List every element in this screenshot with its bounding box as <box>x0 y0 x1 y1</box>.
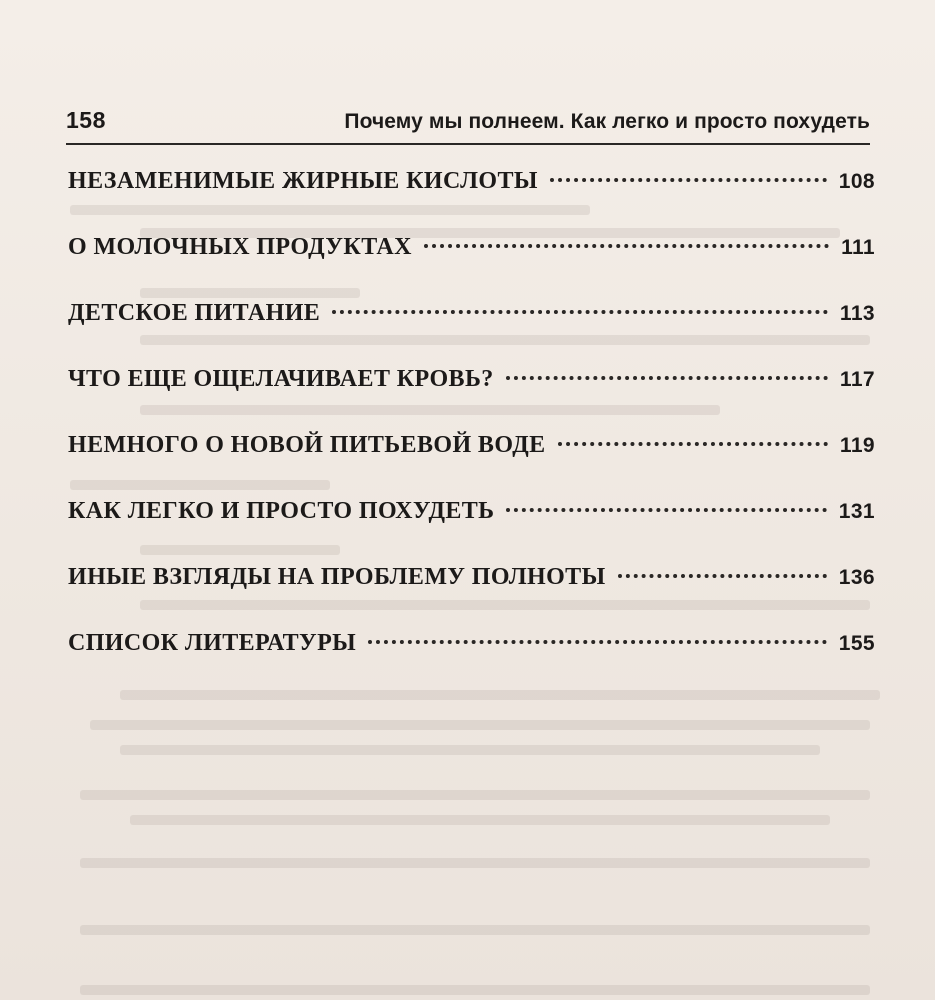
page-number: 158 <box>66 107 106 133</box>
toc-dot-leader <box>618 574 827 578</box>
toc-entry <box>68 366 875 432</box>
toc-entry-page: 119 <box>839 434 875 457</box>
toc-entry <box>68 234 875 300</box>
running-title: Почему мы полнеем. Как легко и просто похудеть <box>344 110 870 133</box>
toc-entry-page: 113 <box>839 302 875 325</box>
toc-entry-title: НЕЗАМЕНИМЫЕ ЖИРНЫЕ КИСЛОТЫ <box>68 168 538 194</box>
toc-dot-leader <box>558 442 828 446</box>
toc-entry-title: КАК ЛЕГКО И ПРОСТО ПОХУДЕТЬ <box>68 498 495 524</box>
toc-entry <box>68 300 875 366</box>
toc-entry-title: ДЕТСКОЕ ПИТАНИЕ <box>68 300 321 326</box>
toc-entry-title: СПИСОК ЛИТЕРАТУРЫ <box>68 630 357 656</box>
toc-entry-title: О МОЛОЧНЫХ ПРОДУКТАХ <box>68 234 412 260</box>
toc-entry <box>68 564 875 630</box>
toc-entry-page: 108 <box>838 170 875 193</box>
toc-entry-page: 111 <box>841 236 875 259</box>
toc-entry-page: 131 <box>838 500 875 523</box>
toc-dot-leader <box>506 508 826 512</box>
toc-entry <box>68 168 875 234</box>
toc-entry <box>68 498 875 564</box>
toc-entry <box>68 630 875 696</box>
toc-entry-title: ЧТО ЕЩЕ ОЩЕЛАЧИВАЕТ КРОВЬ? <box>68 366 494 392</box>
header-rule <box>66 143 870 145</box>
toc-dot-leader <box>550 178 827 182</box>
toc-dot-leader <box>368 640 827 644</box>
toc-entry <box>68 432 875 498</box>
toc-entry-page: 155 <box>838 632 875 655</box>
toc-entry-page: 136 <box>838 566 875 589</box>
page-header <box>66 100 870 134</box>
table-of-contents <box>68 168 875 696</box>
toc-dot-leader <box>506 376 828 380</box>
toc-dot-leader <box>424 244 829 248</box>
toc-entry-page: 117 <box>839 368 875 391</box>
toc-entry-title: ИНЫЕ ВЗГЛЯДЫ НА ПРОБЛЕМУ ПОЛНОТЫ <box>68 564 606 590</box>
toc-entry-title: НЕМНОГО О НОВОЙ ПИТЬЕВОЙ ВОДЕ <box>68 432 546 458</box>
toc-dot-leader <box>332 310 828 314</box>
